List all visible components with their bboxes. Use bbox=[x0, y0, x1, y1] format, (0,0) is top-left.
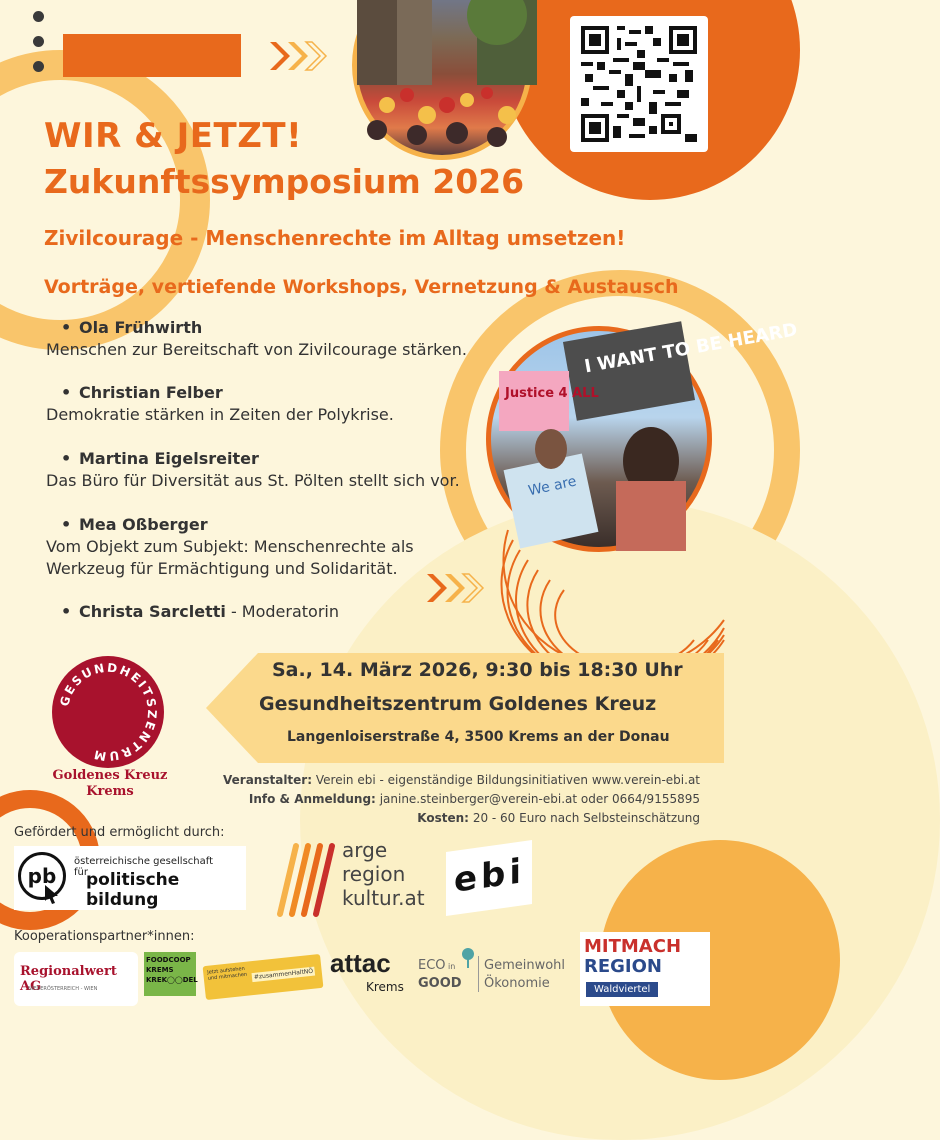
svg-text:GESUNDHEITSZENTRUM bbox=[57, 661, 159, 764]
info-value[interactable]: janine.steinberger@verein-ebi.at oder 0664/9155895 bbox=[379, 792, 700, 806]
logo-ring-text: GESUNDHEITSZENTRUM bbox=[57, 660, 160, 764]
speaker-desc: Menschen zur Bereitschaft von Zivilcourage stärken. bbox=[46, 340, 467, 359]
attac-sub: Krems bbox=[366, 980, 404, 994]
event-datetime: Sa., 14. März 2026, 9:30 bis 18:30 Uhr bbox=[272, 659, 683, 681]
speaker-item bbox=[46, 448, 460, 492]
tagline: Vorträge, vertiefende Workshops, Vernetzung & Austausch bbox=[44, 276, 679, 298]
crowd-photo bbox=[352, 0, 532, 160]
regionalwert-logo[interactable] bbox=[14, 952, 138, 1006]
arge-logo[interactable] bbox=[272, 838, 425, 918]
speaker-desc: Demokratie stärken in Zeiten der Polykrise. bbox=[46, 405, 394, 424]
speaker-name: • Ola Frühwirth bbox=[46, 317, 467, 339]
logo-caption-2: Krems bbox=[86, 784, 134, 799]
clip-text-right: #zusammenHaltNÖ bbox=[252, 967, 316, 983]
pb-mark-icon: pb bbox=[18, 852, 66, 900]
dot-decoration-3 bbox=[33, 61, 44, 72]
foodcoop-line3: KREK◯◯DEL bbox=[146, 976, 198, 984]
eco-in: in bbox=[448, 962, 456, 971]
gwoe-line2: Ökonomie bbox=[484, 976, 550, 991]
mitmach-line2: REGION bbox=[584, 956, 662, 977]
speaker-name: • Martina Eigelsreiter bbox=[46, 448, 460, 470]
pb-big-text: politische bildung bbox=[86, 870, 180, 910]
qr-code[interactable] bbox=[570, 16, 708, 152]
info-box-arrow bbox=[206, 653, 258, 763]
foodcoop-line2: KREMS bbox=[146, 966, 174, 974]
speaker-item bbox=[46, 317, 467, 361]
sign-text-justice: Justice 4 ALL bbox=[505, 386, 599, 401]
arge-text-3: kultur.at bbox=[342, 886, 425, 910]
cursor-icon bbox=[44, 884, 62, 906]
sponsors-label: Gefördert und ermöglicht durch: bbox=[14, 825, 225, 840]
speaker-name: • Mea Oßberger bbox=[46, 514, 446, 536]
partners-label: Kooperationspartner*innen: bbox=[14, 929, 195, 944]
pb-small-text: österreichische gesellschaft für bbox=[74, 856, 214, 878]
speaker-name: • Christian Felber bbox=[46, 382, 394, 404]
page-title-line2: Zukunftssymposium 2026 bbox=[44, 162, 525, 201]
orange-bar-decoration bbox=[63, 34, 241, 77]
kosten-label: Kosten: bbox=[417, 811, 469, 825]
ebi-logo[interactable] bbox=[446, 840, 532, 916]
speaker-name: • Christa Sarcletti bbox=[46, 602, 226, 621]
eco-top: ECO bbox=[418, 958, 446, 973]
logo-caption-1: Goldenes Kreuz bbox=[52, 768, 168, 783]
gesundheitszentrum-logo bbox=[52, 656, 164, 768]
info-label: Info & Anmeldung: bbox=[248, 792, 376, 806]
dot-decoration-2 bbox=[33, 36, 44, 47]
ebi-logo-text: ebi bbox=[454, 850, 526, 901]
clip-text-left: Jetzt aufstehen und mitmachen bbox=[206, 965, 248, 982]
arge-text-2: region bbox=[342, 862, 406, 886]
tree-icon bbox=[456, 946, 480, 970]
mitmach-logo[interactable] bbox=[580, 932, 710, 1006]
page-title-line1: WIR & JETZT! bbox=[44, 116, 303, 156]
organizer-block bbox=[223, 771, 700, 828]
speaker-desc: Vom Objekt zum Subjekt: Menschenrechte als Werkzeug für Ermächtigung und Solidarität. bbox=[46, 537, 414, 578]
speaker-desc: - Moderatorin bbox=[225, 602, 340, 621]
eco-good: GOOD bbox=[418, 976, 462, 991]
attac-logo[interactable] bbox=[330, 948, 406, 1000]
veranstalter-value[interactable]: Verein ebi - eigenständige Bildungsinitiativen www.verein-ebi.at bbox=[315, 773, 700, 787]
ecogood-logo[interactable] bbox=[414, 946, 570, 1000]
arge-text-1: arge bbox=[342, 838, 388, 862]
chevrons-top-icon bbox=[268, 38, 340, 74]
event-venue: Gesundheitszentrum Goldenes Kreuz bbox=[259, 693, 657, 715]
pb-logo[interactable] bbox=[14, 846, 246, 910]
gwoe-line1: Gemeinwohl bbox=[484, 958, 566, 973]
event-info-box bbox=[258, 653, 724, 763]
sign-text-weare: We are bbox=[526, 473, 578, 500]
speaker-item bbox=[46, 514, 446, 580]
speaker-item bbox=[46, 601, 339, 623]
event-address: Langenloiserstraße 4, 3500 Krems an der Donau bbox=[287, 729, 670, 745]
foodcoop-logo[interactable] bbox=[144, 952, 196, 996]
dot-decoration-1 bbox=[33, 11, 44, 22]
speaker-item bbox=[46, 382, 394, 426]
speaker-desc: Das Büro für Diversität aus St. Pölten stellt sich vor. bbox=[46, 471, 460, 490]
foodcoop-line1: FOODCOOP bbox=[146, 956, 191, 964]
clip-logo[interactable] bbox=[203, 954, 324, 1000]
subtitle: Zivilcourage - Menschenrechte im Alltag umsetzen! bbox=[44, 226, 626, 250]
attac-text: attac bbox=[330, 948, 391, 978]
kosten-value: 20 - 60 Euro nach Selbsteinschätzung bbox=[472, 811, 700, 825]
divider bbox=[478, 956, 479, 992]
sign-text-heard: I WANT TO BE HEARD bbox=[582, 319, 799, 378]
veranstalter-label: Veranstalter: bbox=[223, 773, 313, 787]
protest-photo bbox=[486, 319, 799, 552]
arge-stripes-icon bbox=[272, 842, 340, 916]
regionalwert-text: Regionalwert AG bbox=[20, 964, 117, 994]
regionalwert-sub: NIEDERÖSTERREICH - WIEN bbox=[28, 986, 98, 992]
mitmach-sub: Waldviertel bbox=[586, 982, 658, 997]
mitmach-line1: MITMACH bbox=[584, 936, 682, 957]
